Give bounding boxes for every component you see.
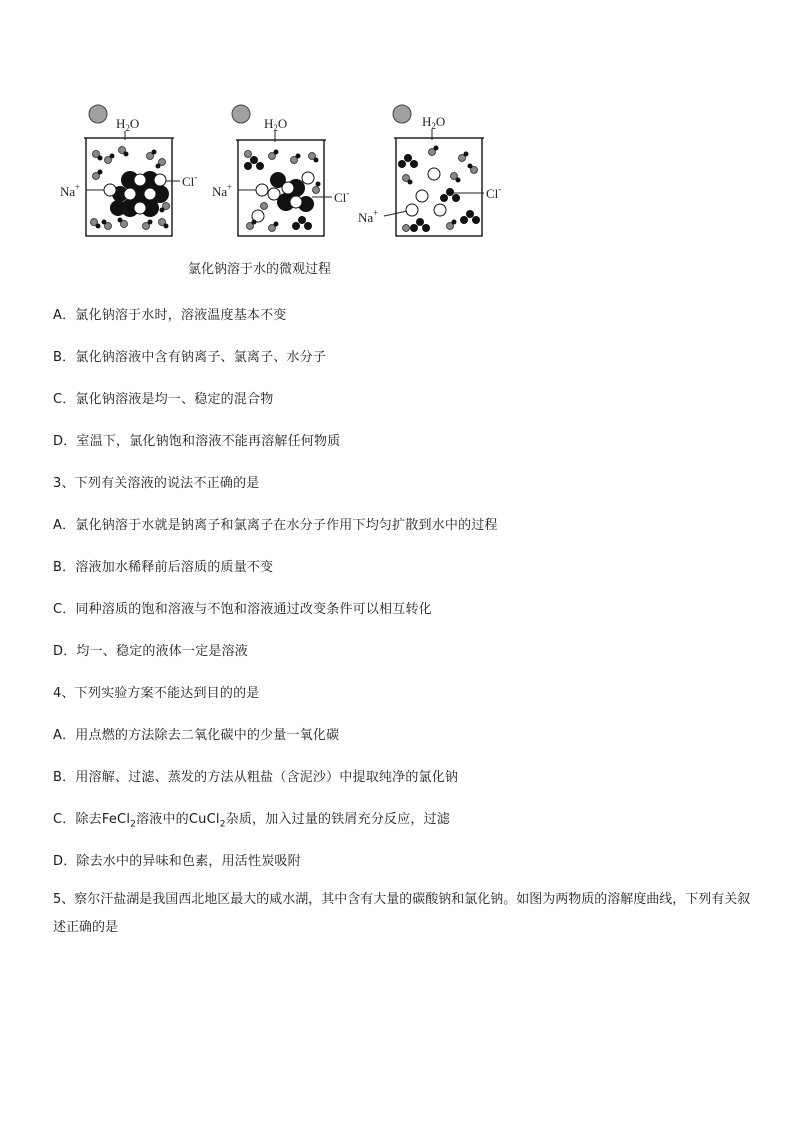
beaker-2 xyxy=(212,105,349,236)
q4-option-c-suffix: 杂质，加入过量的铁屑充分反应，过滤 xyxy=(225,812,451,827)
chloride-label: Cl- xyxy=(334,188,350,205)
beakers-diagram xyxy=(50,98,530,248)
q4-stem: 4、下列实验方案不能达到目的的是 xyxy=(53,686,260,701)
q4-option-c-prefix: C．除去FeCl xyxy=(53,812,131,827)
q4-option-c-mid: 溶液中的CuCl xyxy=(136,812,220,827)
subscript: 2 xyxy=(130,819,137,830)
subscript: 2 xyxy=(219,819,226,830)
q2-option-a: A．氯化钠溶于水时，溶液温度基本不变 xyxy=(53,308,287,323)
q2-option-c: C．氯化钠溶液是均一、稳定的混合物 xyxy=(53,392,274,407)
q3-option-a: A．氯化钠溶于水就是钠离子和氯离子在水分子作用下均匀扩散到水中的过程 xyxy=(53,518,498,533)
water-label: $H_2O$ xyxy=(264,116,288,133)
q4-option-d: D．除去水中的异味和色素，用活性炭吸附 xyxy=(53,854,301,869)
dissolution-figure xyxy=(50,98,530,248)
q4-option-a: A．用点燃的方法除去二氧化碳中的少量一氧化碳 xyxy=(53,728,340,743)
water-label: $H_2O$ xyxy=(422,114,446,131)
figure-caption: 氯化钠溶于水的微观过程 xyxy=(188,262,332,277)
sodium-label: Na+ xyxy=(60,182,81,199)
beaker-1 xyxy=(60,105,197,236)
q3-option-d: D．均一、稳定的液体一定是溶液 xyxy=(53,644,249,659)
water-molecule-key-icon xyxy=(89,105,107,123)
chloride-label: Cl- xyxy=(182,172,198,189)
q4-option-b: B．用溶解、过滤、蒸发的方法从粗盐（含泥沙）中提取纯净的氯化钠 xyxy=(53,770,459,785)
q5-stem: 5、察尔汗盐湖是我国西北地区最大的咸水湖，其中含有大量的碳酸钠和氯化钠。如图为两物质的溶解度曲线，下列有关叙述正确的是 xyxy=(53,892,751,935)
q2-option-b: B．氯化钠溶液中含有钠离子、氯离子、水分子 xyxy=(53,350,327,365)
q4-option-c xyxy=(53,808,450,830)
sodium-label: Na+ xyxy=(212,182,233,199)
beaker-3 xyxy=(358,105,501,236)
sodium-label: Na+ xyxy=(358,208,379,225)
water-molecule-key-icon xyxy=(232,105,250,123)
q3-option-b: B．溶液加水稀释前后溶质的质量不变 xyxy=(53,560,274,575)
water-label: $H_2O$ xyxy=(116,116,140,133)
q3-stem: 3、下列有关溶液的说法不正确的是 xyxy=(53,476,260,491)
chloride-label: Cl- xyxy=(486,184,502,201)
q2-option-d: D．室温下，氯化钠饱和溶液不能再溶解任何物质 xyxy=(53,434,341,449)
q3-option-c: C．同种溶质的饱和溶液与不饱和溶液通过改变条件可以相互转化 xyxy=(53,602,432,617)
water-molecule-key-icon xyxy=(393,105,411,123)
